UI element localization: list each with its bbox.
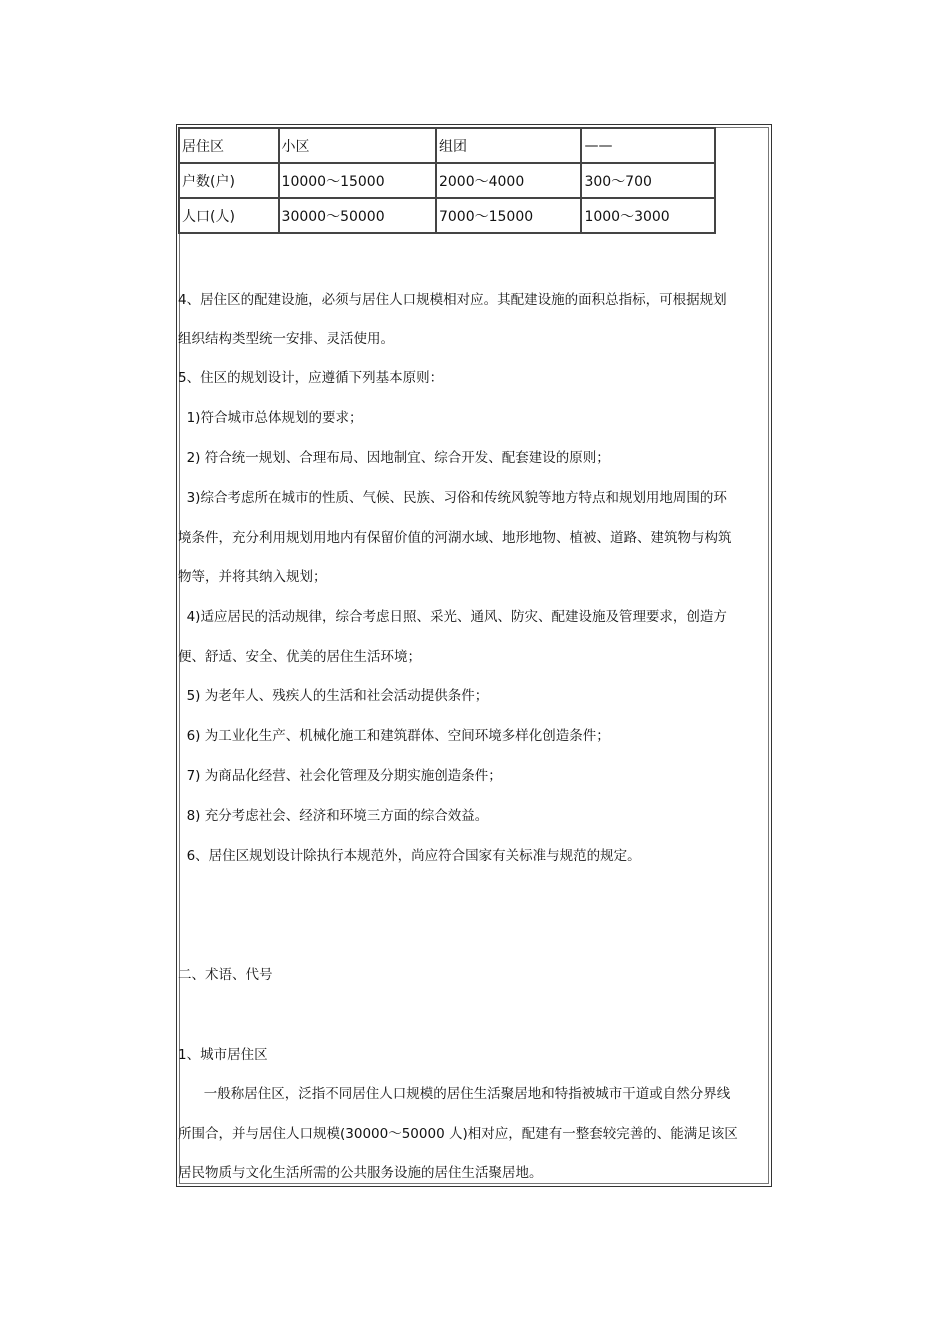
table-row [179,128,715,163]
paragraph-line: 一般称居住区，泛指不同居住人口规模的居住生活聚居地和特指被城市干道或自然分界线 [178,1086,731,1102]
table-cell: 人口(人) [179,198,279,233]
paragraph-line: 4)适应居民的活动规律，综合考虑日照、采光、通风、防灾、配建设施及管理要求，创造方 [178,609,727,625]
table-row [179,163,715,198]
paragraph-line: 便、舒适、安全、优美的居住生活环境； [178,649,421,665]
paragraph-line: 组织结构类型统一安排、灵活使用。 [178,331,394,347]
subsection-heading: 1、城市居住区 [178,1047,268,1063]
table-row [179,198,715,233]
section-heading: 二、术语、代号 [178,967,273,983]
paragraph-line: 8) 充分考虑社会、经济和环境三方面的综合效益。 [178,808,489,824]
paragraph-line: 所围合，并与居住人口规模(30000～50000 人)相对应，配建有一整套较完善的、能满足该区 [178,1126,738,1142]
paragraph-line: 物等，并将其纳入规划； [178,569,327,585]
paragraph-line: 3)综合考虑所在城市的性质、气候、民族、习俗和传统风貌等地方特点和规划用地周围的环 [178,490,727,506]
table-cell: 300～700 [581,163,715,198]
paragraph-line: 2) 符合统一规划、合理布局、因地制宜、综合开发、配套建设的原则； [178,450,610,466]
paragraph-line: 6) 为工业化生产、机械化施工和建筑群体、空间环境多样化创造条件； [178,728,610,744]
paragraph-line: 6、居住区规划设计除执行本规范外，尚应符合国家有关标准与规范的规定。 [178,848,641,864]
paragraph-line: 7) 为商品化经营、社会化管理及分期实施创造条件； [178,768,502,784]
paragraph-line: 居民物质与文化生活所需的公共服务设施的居住生活聚居地。 [178,1165,543,1181]
paragraph-line: 5) 为老年人、残疾人的生活和社会活动提供条件； [178,688,489,704]
table-cell: 7000～15000 [436,198,581,233]
table-cell: —— [581,128,715,163]
table-cell: 户数(户) [179,163,279,198]
table-cell: 2000～4000 [436,163,581,198]
table-cell: 30000～50000 [279,198,436,233]
table-cell: 小区 [279,128,436,163]
paragraph-line: 5、住区的规划设计，应遵循下列基本原则： [178,370,444,386]
table-cell: 居住区 [179,128,279,163]
population-scale-table [178,127,716,234]
paragraph-line: 境条件，充分利用规划用地内有保留价值的河湖水域、地形地物、植被、道路、建筑物与构筑 [178,530,732,546]
table-cell: 10000～15000 [279,163,436,198]
paragraph-line: 1)符合城市总体规划的要求； [178,410,363,426]
paragraph-line: 4、居住区的配建设施，必须与居住人口规模相对应。其配建设施的面积总指标，可根据规划 [178,292,727,308]
table-cell: 组团 [436,128,581,163]
table-cell: 1000～3000 [581,198,715,233]
